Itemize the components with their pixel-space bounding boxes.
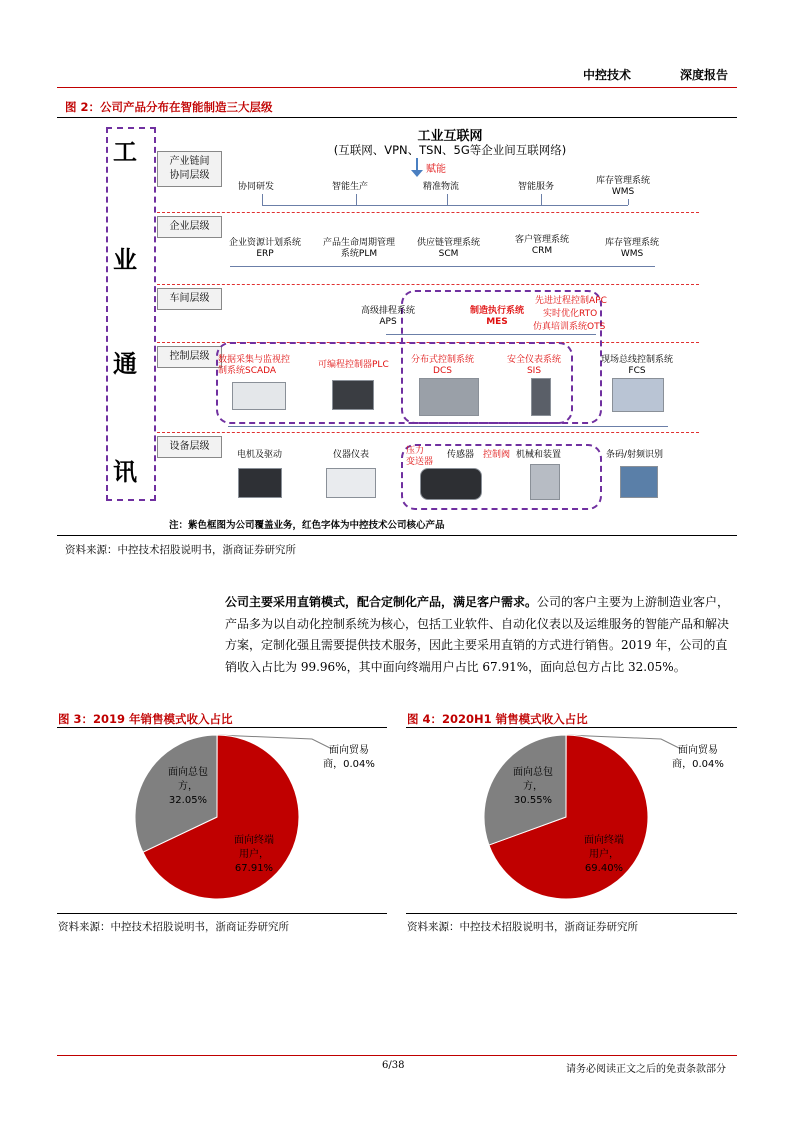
fcs-image	[612, 378, 664, 412]
dev-item-valve: 控制阀	[483, 450, 511, 460]
vertical-char-1: 工	[113, 138, 137, 166]
vertical-char-4: 讯	[113, 458, 137, 486]
layer-enterprise: 企业层级	[157, 216, 222, 238]
figure3-bottom-rule	[57, 913, 387, 914]
layer-control: 控制层级	[157, 346, 222, 368]
figure3-label-trader: 面向贸易 商，0.04%	[323, 745, 375, 770]
ws-item-apc: 先进过程控制APC	[535, 296, 607, 306]
figure2-bottom-rule	[57, 535, 737, 536]
vertical-char-2: 业	[113, 246, 137, 274]
figure4-bottom-rule	[406, 913, 737, 914]
chain-tick	[262, 194, 263, 205]
ctl-item-fcs: 现场总线控制系统 FCS	[601, 355, 674, 376]
sis-image	[531, 378, 551, 416]
figure3-label-enduser: 面向终端 用户， 67.91%	[234, 835, 274, 874]
ctl-item-dcs: 分布式控制系统 DCS	[411, 355, 475, 376]
chain-tick	[447, 194, 448, 205]
figure4-title: 图 4：2020H1 销售模式收入占比	[407, 712, 588, 726]
dev-item-rfid: 条码/射频识别	[606, 450, 664, 460]
header-report-type: 深度报告	[680, 68, 729, 82]
sensor-image	[420, 468, 482, 500]
chain-item-service: 智能服务	[518, 182, 555, 192]
industrial-comm-box	[106, 127, 156, 501]
figure3-source: 资料来源：中控技术招股说明书，浙商证券研究所	[58, 921, 289, 933]
chain-bus	[262, 205, 628, 206]
ws-item-rto: 实时优化RTO	[543, 309, 598, 319]
scada-image	[232, 382, 286, 410]
ent-item-erp: 企业资源计划系统 ERP	[229, 238, 302, 259]
paragraph-lead: 公司主要采用直销模式，配合定制化产品，满足客户需求。	[225, 595, 538, 609]
paragraph-body: 公司的客户主要为上游制造业客户，产品多为以自动化控制系统为核心，包括工业软件、自动化仪表以及运维服务的智能产品和解决方案，定制化强且需要提供技术服务，因此主要采用直销的方式进行销售。2019 年，公司的直销收入占比为 99.96%，其中面向终端用户占比 67.91%，面向总包方占比 32.05%。	[225, 595, 730, 674]
internet-title: 工业互联网	[417, 129, 483, 144]
body-paragraph	[225, 592, 737, 678]
figure4-label-contractor: 面向总包 方， 30.55%	[513, 767, 553, 806]
ctl-item-scada: 数据采集与监视控 制系统SCADA	[218, 355, 291, 376]
figure2-note: 注：紫色框图为公司覆盖业务，红色字体为中控技术公司核心产品	[169, 520, 445, 531]
figure2-top-rule	[57, 117, 737, 118]
chain-item-rd: 协同研发	[238, 182, 275, 192]
header-company: 中控技术	[583, 68, 632, 82]
figure3-title: 图 3：2019 年销售模式收入占比	[58, 712, 233, 726]
plc-image	[332, 380, 374, 410]
workshop-bus	[386, 334, 596, 335]
separator-1	[157, 212, 699, 213]
empower-label: 赋能	[426, 164, 446, 175]
separator-4	[157, 432, 699, 433]
internet-subtitle: (互联网、VPN、TSN、5G等企业间互联网络)	[333, 143, 567, 157]
layer-workshop: 车间层级	[157, 288, 222, 310]
footer-rule	[57, 1055, 737, 1056]
figure3-label-contractor: 面向总包 方， 32.05%	[168, 767, 208, 806]
chain-item-production: 智能生产	[332, 182, 369, 192]
figure2-source: 资料来源：中控技术招股说明书，浙商证券研究所	[65, 544, 296, 556]
header-rule	[57, 87, 737, 88]
footer-disclaimer: 请务必阅读正文之后的免责条款部分	[566, 1064, 726, 1075]
ent-item-crm: 客户管理系统 CRM	[515, 235, 570, 256]
ws-item-mes: 制造执行系统 MES	[470, 306, 525, 327]
figure4-label-enduser: 面向终端 用户， 69.40%	[584, 835, 624, 874]
ws-item-ots: 仿真培训系统OTS	[533, 322, 606, 332]
chain-item-wms: 库存管理系统 WMS	[596, 176, 651, 197]
figure4-label-trader: 面向贸易 商，0.04%	[672, 745, 724, 770]
figure2-title: 图 2：公司产品分布在智能制造三大层级	[65, 100, 273, 114]
ctl-item-sis: 安全仪表系统 SIS	[507, 355, 562, 376]
empower-arrow-head	[411, 170, 423, 177]
layer-chain: 产业链间 协同层级	[157, 151, 222, 187]
rfid-image	[620, 466, 658, 498]
dev-item-motor: 电机及驱动	[237, 450, 283, 460]
chain-tick	[356, 194, 357, 205]
control-bus	[228, 426, 668, 427]
separator-2	[157, 284, 699, 285]
robot-image	[530, 464, 560, 500]
instrument-image	[326, 468, 376, 498]
ent-item-wms: 库存管理系统 WMS	[605, 238, 660, 259]
chain-item-logistics: 精准物流	[423, 182, 460, 192]
dev-item-instrument: 仪器仪表	[333, 450, 370, 460]
dev-item-sensor: 传感器	[447, 450, 475, 460]
ws-item-aps: 高级排程系统 APS	[361, 306, 416, 327]
figure4-source: 资料来源：中控技术招股说明书，浙商证券研究所	[407, 921, 638, 933]
chain-tick	[628, 199, 629, 205]
dcs-image	[419, 378, 479, 416]
dev-item-pressure: 压力 变送器	[406, 446, 434, 467]
layer-device: 设备层级	[157, 436, 222, 458]
motor-image	[238, 468, 282, 498]
enterprise-bus	[230, 266, 655, 267]
dev-item-robot: 机械和装置	[516, 450, 562, 460]
ent-item-scm: 供应链管理系统 SCM	[417, 238, 481, 259]
ctl-item-plc: 可编程控制器PLC	[318, 360, 389, 370]
ent-item-plm: 产品生命周期管理 系统PLM	[323, 238, 396, 259]
page-number: 6/38	[382, 1060, 405, 1071]
chain-tick	[541, 194, 542, 205]
vertical-char-3: 通	[113, 350, 137, 378]
